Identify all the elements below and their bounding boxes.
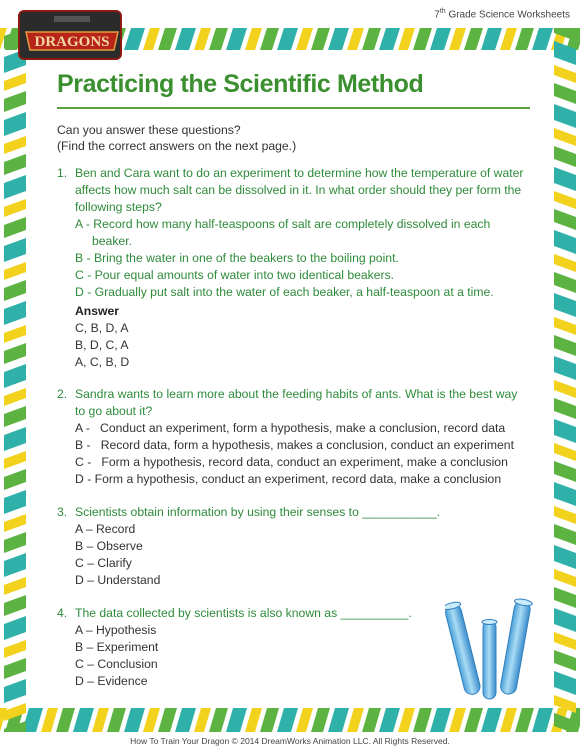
border-stripe [175,708,196,732]
border-stripe [449,708,466,732]
border-stripe [554,146,576,167]
option-c: C - Pour equal amounts of water into two identical beakers. [75,268,395,282]
question-text: The data collected by scientists is also known as __________. [75,606,412,620]
border-stripe [311,708,330,732]
border-stripe [554,167,576,191]
answer-heading: Answer [75,304,120,318]
border-stripe [4,469,26,490]
option-d: D - Form a hypothesis, conduct an experiment, record data, make a conclusion [75,472,502,486]
border-stripe [4,175,26,199]
border-stripe [398,28,415,50]
border-stripe [500,28,517,50]
border-stripe [554,83,576,104]
question-number: 2. [57,387,68,401]
worksheet-category: 7th Grade Science Worksheets [434,8,570,21]
border-stripe [554,209,576,230]
border-stripe [158,708,177,732]
border-stripe [554,713,576,732]
border-stripe [554,380,576,398]
option-b: B - Bring the water in one of the beakers to the boiling point. [75,251,399,265]
border-stripe [41,708,58,732]
question-text: Ben and Cara want to do an experiment to determine how the temperature of water affects how much salt can be dissolved in it. In what order should they per form the following steps? [75,166,524,214]
intro-text: Can you answer these questions? (Find the correct answers on the next page.) [57,123,297,153]
border-stripe [245,708,262,732]
decorative-border-left [0,28,30,732]
border-stripe [4,703,26,721]
border-stripe [4,658,26,679]
option-d: D - Gradually put salt into the water of each beaker, a half-teaspoon at a time. [75,285,494,299]
border-stripe [430,708,451,732]
border-stripe [175,28,196,50]
logo-text: DRAGONS [34,34,110,50]
option-a: A – Hypothesis [75,623,157,637]
border-stripe [4,343,26,364]
border-stripe [296,28,313,50]
decorative-border-bottom [0,708,580,732]
border-stripe [413,708,432,732]
border-stripe [554,398,576,419]
border-stripe [554,650,576,671]
border-stripe [554,419,576,443]
border-stripe [554,104,576,128]
question-text: Sandra wants to learn more about the feeding habits of ants. What is the best way to go about it? [75,387,518,418]
question-number: 3. [57,505,68,519]
border-stripe [554,443,576,461]
border-stripe [143,708,160,732]
border-stripe [328,708,349,732]
border-stripe [4,217,26,238]
border-stripe [4,427,26,451]
border-stripe [4,406,26,427]
question-3 [57,504,527,589]
border-stripe [554,671,576,695]
border-stripe [554,293,576,317]
border-stripe [464,708,483,732]
border-stripe [554,569,576,587]
border-stripe [554,254,576,272]
border-stripe [4,301,26,325]
border-stripe [4,364,26,388]
border-stripe [107,708,126,732]
border-stripe [4,514,26,532]
border-stripe [515,28,534,50]
border-stripe [362,28,381,50]
border-stripe [4,154,26,175]
border-stripe [554,524,576,545]
border-stripe [379,708,400,732]
option-a: A – Record [75,522,136,536]
option-d: D – Evidence [75,674,148,688]
border-stripe [413,28,432,50]
border-stripe [481,28,502,50]
border-stripe [226,28,247,50]
border-stripe [73,708,94,732]
border-stripe [554,317,576,335]
border-stripe [4,136,26,154]
border-stripe [4,451,26,469]
border-stripe [449,28,466,50]
answer-choice-2: B, D, C, A [75,338,129,352]
border-stripe [4,91,26,112]
border-stripe [158,28,177,50]
border-stripe [226,708,247,732]
question-2 [57,386,527,488]
border-stripe [554,41,576,65]
border-stripe [296,708,313,732]
border-stripe [143,28,160,50]
border-stripe [554,230,576,254]
answer-choice-1: C, B, D, A [75,321,129,335]
option-a: A - Record how many half-teaspoons of salt are completely dissolved in each beaker. [75,217,491,248]
question-text: Scientists obtain information by using their senses to ___________. [75,505,441,519]
border-stripe [554,356,576,380]
test-tubes-illustration [445,595,535,705]
border-stripe [430,28,451,50]
border-stripe [554,506,576,524]
question-1 [57,165,527,371]
border-stripe [4,238,26,262]
question-number: 4. [57,606,68,620]
option-b: B - Record data, form a hypothesis, makes a conclusion, conduct an experiment [75,438,514,452]
border-stripe [124,708,145,732]
border-stripe [464,28,483,50]
option-c: C – Clarify [75,556,132,570]
border-stripe [554,632,576,650]
border-stripe [194,28,211,50]
border-stripe [347,708,364,732]
border-stripe [277,28,298,50]
border-stripe [4,73,26,91]
border-stripe [92,708,109,732]
border-stripe [4,280,26,301]
border-stripe [4,388,26,406]
border-stripe [4,595,26,616]
option-d: D – Understand [75,573,161,587]
border-stripe [554,695,576,713]
border-stripe [209,708,228,732]
border-stripe [481,708,502,732]
border-stripe [554,28,576,41]
border-stripe [554,128,576,146]
border-stripe [4,679,26,703]
border-stripe [554,65,576,83]
border-stripe [379,28,400,50]
border-stripe [4,577,26,595]
border-stripe [554,191,576,209]
border-stripe [4,721,26,732]
border-stripe [260,708,279,732]
border-stripe [4,199,26,217]
border-stripe [56,708,75,732]
border-stripe [328,28,349,50]
border-stripe [209,28,228,50]
border-stripe [4,262,26,280]
border-stripe [398,708,415,732]
border-stripe [554,272,576,293]
border-stripe [554,587,576,608]
option-b: B – Experiment [75,640,159,654]
border-stripe [277,708,298,732]
border-stripe [554,335,576,356]
answer-choice-3: A, C, B, D [75,355,130,369]
option-c: C – Conclusion [75,657,158,671]
border-stripe [260,28,279,50]
border-stripe [4,325,26,343]
border-stripe [4,490,26,514]
border-stripe [4,532,26,553]
option-c: C - Form a hypothesis, record data, conduct an experiment, make a conclusion [75,455,508,469]
border-stripe [500,708,517,732]
title-divider [57,107,530,109]
border-stripe [554,461,576,482]
border-stripe [554,608,576,632]
border-stripe [515,708,534,732]
border-stripe [4,553,26,577]
option-a: A - Conduct an experiment, form a hypothesis, make a conclusion, record data [75,421,506,435]
border-stripe [362,708,381,732]
border-stripe [124,28,145,50]
border-stripe [4,112,26,136]
border-stripe [311,28,330,50]
decorative-border-right [550,28,580,732]
border-stripe [194,708,211,732]
border-stripe [245,28,262,50]
page-title: Practicing the Scientific Method [57,70,424,98]
border-stripe [4,616,26,640]
dragons-logo [18,10,122,60]
option-b: B – Observe [75,539,143,553]
border-stripe [4,640,26,658]
border-stripe [347,28,364,50]
copyright-footer: How To Train Your Dragon © 2014 DreamWorks Animation LLC. All Rights Reserved. [130,736,450,746]
question-number: 1. [57,166,68,180]
border-stripe [554,545,576,569]
border-stripe [554,482,576,506]
